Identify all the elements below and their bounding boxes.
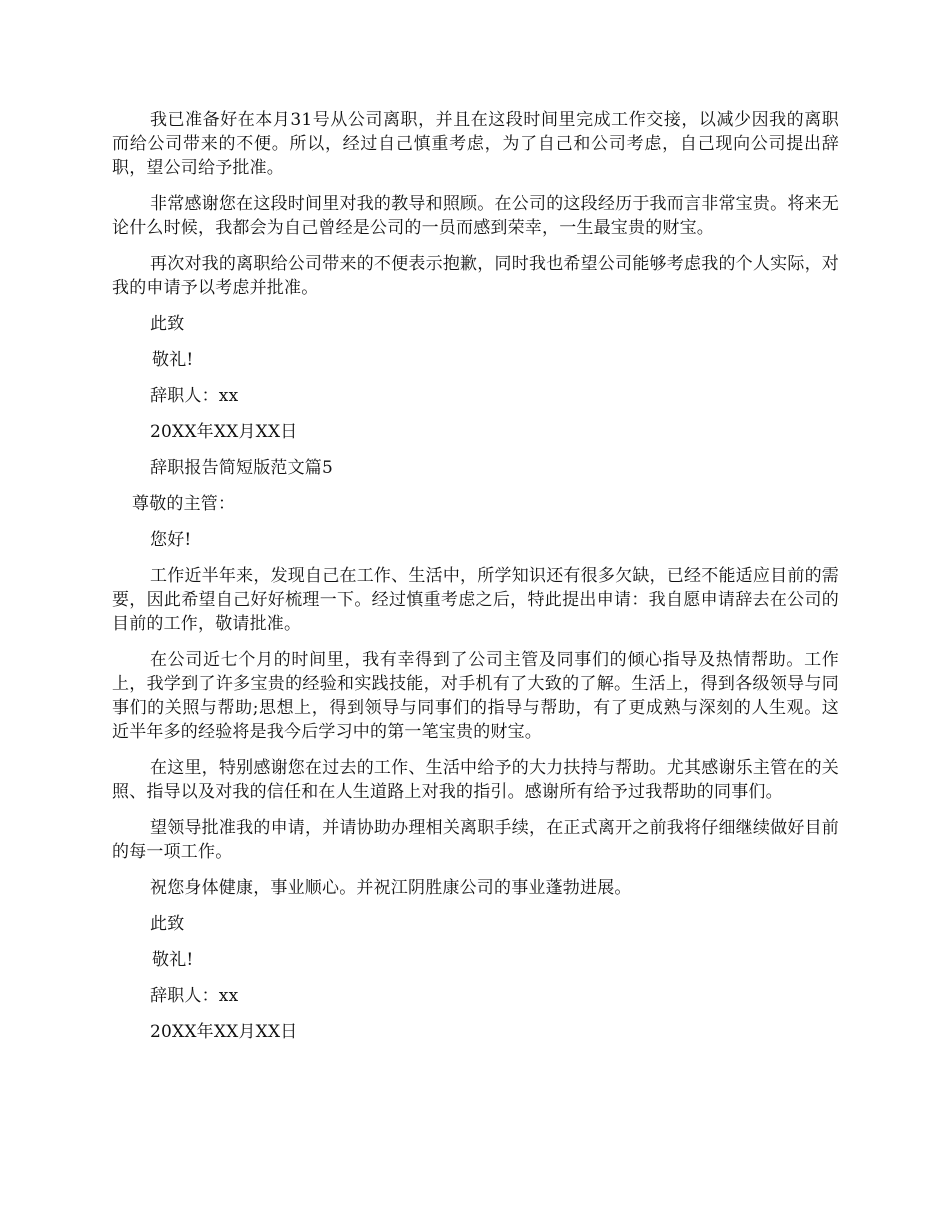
closing-salutation-2: 此致 — [150, 914, 185, 934]
paragraph-wishes: 祝您身体健康，事业顺心。并祝江阴胜康公司的事业蓬勃进展。 — [150, 878, 632, 898]
paragraph-apology: 再次对我的离职给公司带来的不便表示抱歉，同时我也希望公司能够考虑我的个人实际，对我的申请予以考虑并批准。 — [112, 254, 839, 298]
paragraph-experience: 在公司近七个月的时间里，我有幸得到了公司主管及同事们的倾心指导及热情帮助。工作上，我学到了许多宝贵的经验和实践技能，对手机有了大致的了解。生活上，得到各级领导与同事们的关照与帮助;思想上，得到领导与同事们的指导与帮助，有了更成熟与深刻的人生观。这近半年多的经验将是我今后学习中的第一笔宝贵的财宝。 — [112, 650, 839, 742]
paragraph-thanks: 非常感谢您在这段时间里对我的教导和照顾。在公司的这段经历于我而言非常宝贵。将来无论什么时候，我都会为自己曾经是公司的一员而感到荣幸，一生最宝贵的财宝。 — [112, 194, 839, 238]
paragraph-approval-request: 望领导批准我的申请，并请协助办理相关离职手续，在正式离开之前我将仔细继续做好目前的每一项工作。 — [112, 818, 839, 862]
date: 20XX年XX月XX日 — [150, 422, 298, 442]
closing-salutation: 此致 — [150, 314, 185, 334]
greeting: 尊敬的主管： — [132, 494, 236, 514]
signature-2: 辞职人：xx — [150, 986, 239, 1006]
closing-regards-2: 敬礼! — [152, 950, 194, 970]
closing-regards: 敬礼! — [152, 350, 194, 370]
paragraph-resignation-notice: 我已准备好在本月31号从公司离职，并且在这段时间里完成工作交接，以减少因我的离职而给公司带来的不便。所以，经过自己慎重考虑，为了自己和公司考虑，自己现向公司提出辞职，望公司给予批准。 — [112, 110, 839, 178]
section-title: 辞职报告简短版范文篇5 — [150, 458, 334, 478]
paragraph-gratitude: 在这里，特别感谢您在过去的工作、生活中给予的大力扶持与帮助。尤其感谢乐主管在的关照、指导以及对我的信任和在人生道路上对我的指引。感谢所有给予过我帮助的同事们。 — [112, 758, 839, 802]
paragraph-request: 工作近半年来，发现自己在工作、生活中，所学知识还有很多欠缺，已经不能适应目前的需要，因此希望自己好好梳理一下。经过慎重考虑之后，特此提出申请：我自愿申请辞去在公司的目前的工作，敬请批准。 — [112, 566, 839, 634]
document-page — [112, 108, 839, 1056]
signature: 辞职人：xx — [150, 386, 239, 406]
date-2: 20XX年XX月XX日 — [150, 1022, 298, 1042]
hello: 您好! — [150, 530, 192, 550]
